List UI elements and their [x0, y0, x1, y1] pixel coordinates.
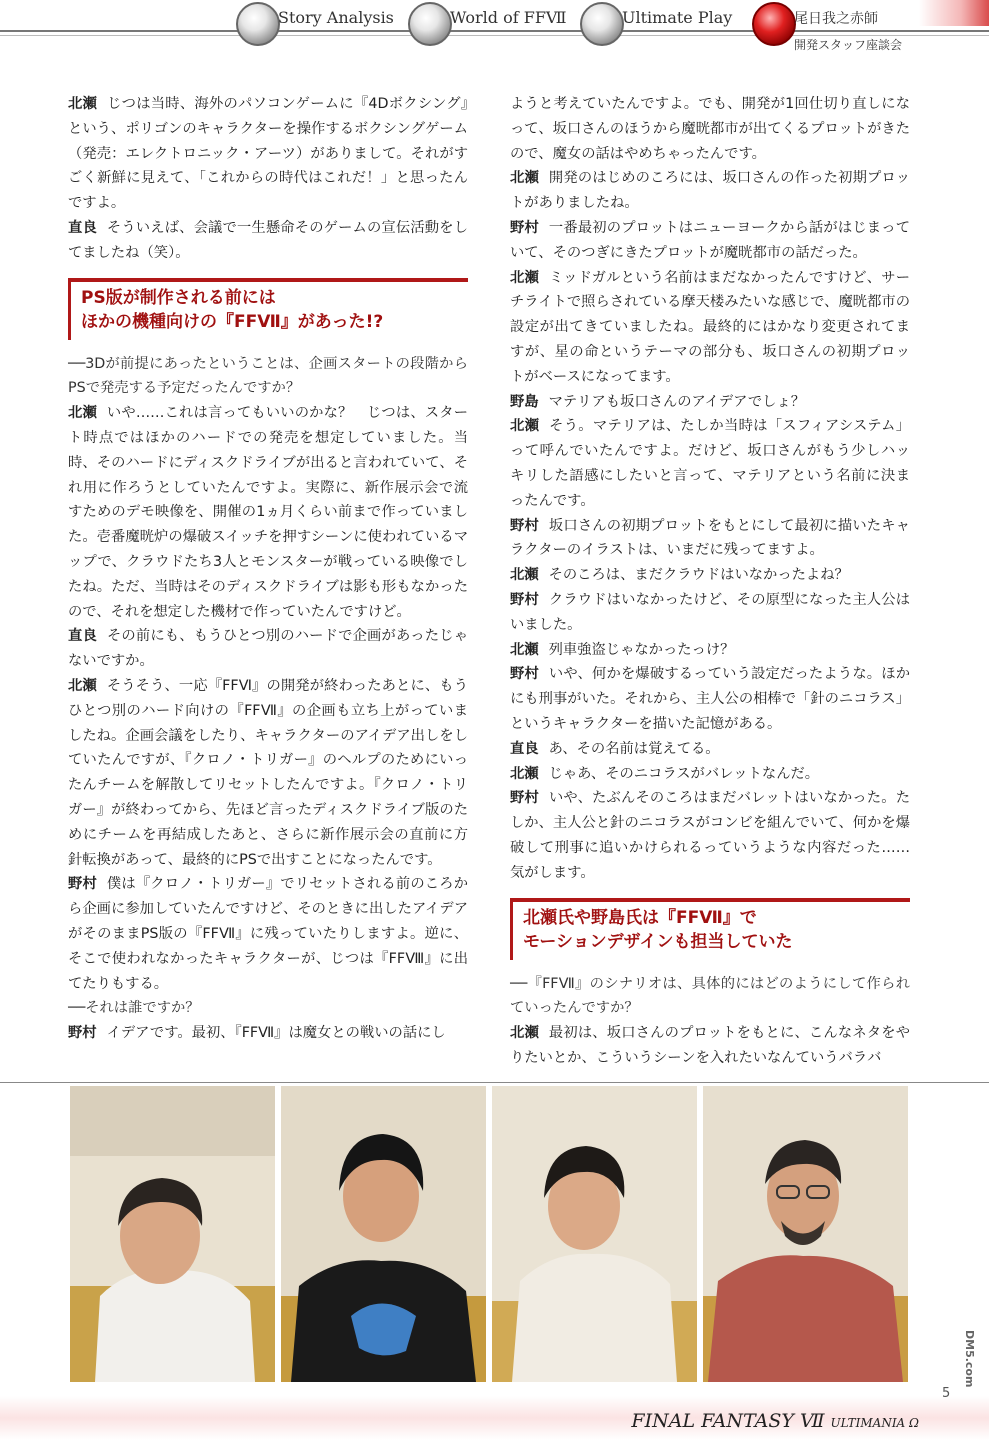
line-text: イデアです。最初、『FFⅦ』は魔女との戦いの話にし — [106, 1025, 446, 1042]
nav-label: 尾日我之赤師 — [794, 11, 878, 27]
line-text: そのころは、まだクラウドはいなかったよね？ — [548, 567, 849, 584]
speaker: 北瀬 — [68, 405, 97, 422]
line-text: いや、何かを爆破するっていう設定だったような。ほかにも刑事がいた。それから、主人公の相棒で「針のニコラス」というキャラクターを描いた記憶がある。 — [510, 666, 910, 732]
line-text: 最初は、坂口さんのプロットをもとに、こんなネタをやりたいとか、こういうシーンを入れたいなんていうバラバ — [510, 1025, 910, 1066]
speaker: 北瀬 — [68, 677, 97, 694]
dialog-line — [510, 662, 910, 736]
staff-photo-1-image — [70, 1086, 275, 1382]
dialog-line — [510, 1021, 910, 1071]
dialog-line — [510, 786, 910, 885]
line-text: そう。マテリアは、たしか当時は「スフィアシステム」って呼んでいたんですよ。だけど、坂口さんがもう少しハッキリした語感にしたいと言って、マテリアという名前に決まったんです。 — [510, 418, 911, 509]
line-text: じゃあ、そのニコラスがバレットなんだ。 — [548, 765, 820, 782]
dialog-line — [510, 563, 910, 588]
header-rule — [0, 30, 989, 32]
line-text: いや、たぶんそのころはまだバレットはいなかった。たしか、主人公と針のニコラスがコンビを組んでいて、何かを爆破して刑事に追いかけられるっていうような内容だった……気がします。 — [510, 790, 910, 881]
line-text: その前にも、もうひとつ別のハードで企画があったじゃないですか。 — [68, 628, 468, 670]
page-number: 5 — [942, 1386, 951, 1401]
watermark: DM5.com — [963, 1330, 976, 1388]
dialog-line — [510, 762, 910, 787]
orb-icon — [580, 2, 624, 46]
interviewer-question: ──3Dが前提にあったということは、企画スタートの段階からPSで発売する予定だったんですか？ — [68, 355, 468, 397]
dialog-line — [510, 92, 910, 166]
speaker: 野村 — [68, 1025, 97, 1042]
speaker: 直良 — [68, 219, 97, 236]
footer-title — [631, 1410, 919, 1432]
speaker: 野村 — [510, 591, 539, 608]
right-column — [510, 92, 910, 1071]
interviewer-question: ──『FFⅦ』のシナリオは、具体的にはどのようにして作られていったんですか？ — [510, 975, 910, 1017]
heading-line-2: モーションデザインも担当していた — [523, 931, 793, 952]
heading-line-1: PS版が制作される前には — [81, 287, 276, 308]
header-red-accent — [919, 0, 989, 26]
dialog-line — [510, 414, 910, 513]
nav-label: Ultimate Play — [622, 8, 733, 27]
staff-photo-3-image — [492, 1086, 697, 1382]
line-text: クラウドはいなかったけど、その原型になった主人公はいました。 — [510, 591, 911, 633]
nav-label: Story Analysis — [278, 8, 394, 27]
line-text: そうそう、一応『FFⅥ』の開発が終わったあとに、もうひとつ別のハード向けの『FFⅦ』の企画も立ち上がっていましたね。企画会議をしたり、キャラクターのアイデア出しをしていたんですが、『クロノ・トリガー』のヘルプのためにいったんチームを解散してリセットしたんですよ。『クロノ・トリガー』が終わってから、先ほど言ったディスクドライブ版のためにチームを再結成したあと、さらに新作展示会の直前に方針転換があって、最終的にPSで出すことになったんです。 — [68, 677, 469, 868]
dialog-line — [510, 390, 910, 415]
line-text: 一番最初のプロットはニューヨークから話がはじまっていて、そのつぎにきたプロットが魔晄都市の話だった。 — [510, 219, 910, 261]
line-text: 開発のはじめのころには、坂口さんの作った初期プロットがありましたね。 — [510, 170, 910, 212]
speaker: 北瀬 — [510, 641, 539, 658]
nav-label: World of FFⅦ — [450, 8, 567, 27]
dialog-line — [510, 216, 910, 266]
dialog-line — [510, 266, 910, 390]
line-text: そういえば、会議で一生懸命そのゲームの宣伝活動をしてましたね（笑）。 — [68, 219, 469, 261]
staff-photos — [70, 1086, 908, 1382]
section-heading — [510, 898, 910, 960]
speaker: 直良 — [68, 628, 97, 645]
footer-title-sub: ULTIMANIA Ω — [830, 1416, 919, 1430]
line-text: マテリアも坂口さんのアイデアでしょ？ — [548, 393, 806, 410]
speaker: 北瀬 — [510, 567, 539, 584]
speaker: 直良 — [510, 740, 539, 757]
staff-photo-3 — [492, 1086, 697, 1382]
speaker: 野村 — [68, 876, 97, 893]
speaker: 野村 — [510, 517, 539, 534]
staff-photo-4 — [703, 1086, 908, 1382]
speaker: 野村 — [510, 666, 539, 683]
line-text: 僕は『クロノ・トリガー』でリセットされる前のころから企画に参加していたんですけど、そのときに出したアイデアがそのままPS版の『FFⅦ』に残っていたりしますよ。逆に、そこで使われなかったキャラクターが、じつは『FFⅧ』に出てたりもする。 — [68, 876, 468, 992]
interviewer-question: ──それは誰ですか？ — [68, 1000, 200, 1017]
speaker: 野村 — [510, 219, 539, 236]
speaker: 北瀬 — [68, 96, 98, 112]
section-heading — [68, 278, 468, 340]
speaker: 北瀬 — [510, 170, 539, 187]
heading-line-1: 北瀬氏や野島氏は『FFⅦ』で — [523, 907, 757, 928]
staff-photo-2 — [281, 1086, 486, 1382]
dialog-line — [510, 166, 910, 216]
dialog-line — [68, 674, 468, 872]
dialog-line — [68, 401, 468, 624]
line-text: ミッドガルという名前はまだなかったんですけど、サーチライトで照らされている摩天楼みたいな感じで、魔晄都市の設定が出てきていましたね。最終的にはかなり変更されてますが、星の命というテーマの部分も、坂口さんの初期プロットがベースになってます。 — [510, 269, 910, 385]
staff-photo-2-image — [281, 1086, 486, 1382]
staff-photo-1 — [70, 1086, 275, 1382]
heading-line-2: ほかの機種向けの『FFⅦ』があった!? — [81, 311, 384, 332]
page-header — [0, 0, 989, 60]
line-text: ようと考えていたんですよ。でも、開発が1回仕切り直しになって、坂口さんのほうから魔晄都市が出てくるプロットがきたので、魔女の話はやめちゃったんです。 — [510, 96, 910, 162]
line-text: 坂口さんの初期プロットをもとにして最初に描いたキャラクターのイラストは、いまだに残ってますよ。 — [510, 517, 910, 559]
staff-photo-4-image — [703, 1086, 908, 1382]
line-text: 列車強盗じゃなかったっけ？ — [548, 641, 735, 658]
nav-sub-label: 開発スタッフ座談会 — [794, 38, 903, 52]
dialog-line — [68, 92, 468, 216]
orb-active-icon — [752, 2, 796, 46]
photo-divider — [0, 1082, 989, 1083]
speaker: 北瀬 — [510, 269, 539, 286]
speaker: 野村 — [510, 790, 539, 807]
dialog-line — [68, 1021, 468, 1046]
dialog-line — [510, 638, 910, 663]
speaker: 野島 — [510, 393, 539, 410]
dialog-line — [68, 624, 468, 674]
left-column — [68, 92, 468, 1046]
line-text: じつは当時、海外のパソコンゲームに『4Dボクシング』という、ポリゴンのキャラクターを操作するボクシングゲーム（発売：エレクトロニック・アーツ）がありまして。それがすごく新鮮に見えて、「これからの時代はこれだ！」と思ったんですよ。 — [68, 96, 469, 212]
dialog-line — [510, 588, 910, 638]
orb-icon — [408, 2, 452, 46]
speaker: 北瀬 — [510, 765, 539, 782]
line-text: いや……これは言ってもいいのかな？ じつは、スタート時点ではほかのハードでの発売を想定していました。当時、そのハードにディスクドライブが出ると言われていて、それ用に作ろうとしていたんですよ。実際に、新作展示会で流すためのデモ映像を、開催の1ヵ月くらい前まで作っていました。壱番魔晄炉の爆破スイッチを押すシーンに使われているマップで、クラウドたち3人とモンスターが戦っている映像でしたね。ただ、当時はそのディスクドライブは影も形もなかったので、それを想定した機材で作っていたんですけど。 — [68, 405, 469, 620]
dialog-line — [510, 514, 910, 564]
speaker: 北瀬 — [510, 418, 540, 435]
footer-title-main: FINAL FANTASY Ⅶ — [631, 1410, 825, 1432]
dialog-line — [510, 737, 910, 762]
dialog-line — [68, 216, 468, 266]
orb-icon — [236, 2, 280, 46]
dialog-line — [68, 872, 468, 996]
speaker: 北瀬 — [510, 1025, 539, 1042]
line-text: あ、その名前は覚えてる。 — [548, 740, 720, 757]
